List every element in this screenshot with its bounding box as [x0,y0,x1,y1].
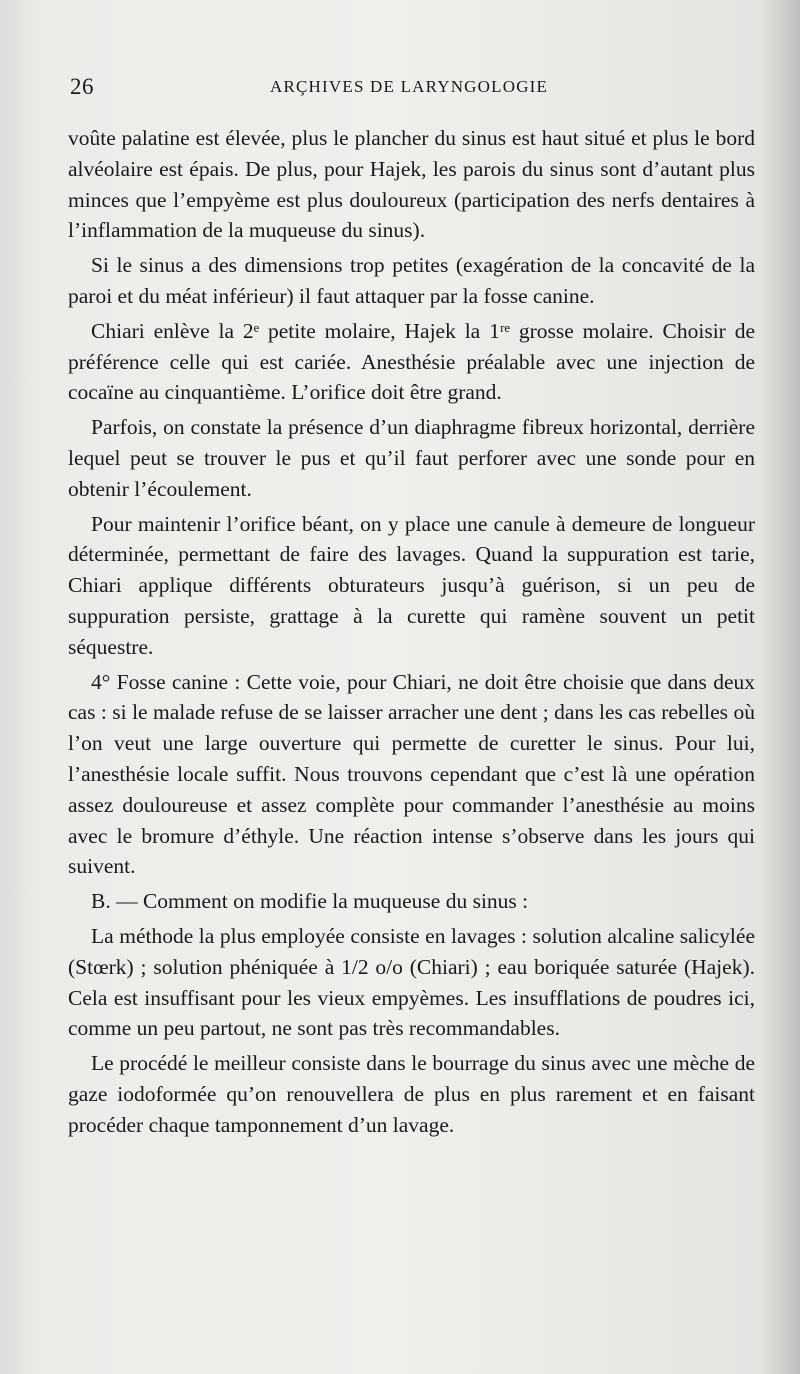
paragraph: Chiari enlève la 2ᵉ petite molaire, Hajek la 1ʳᵉ grosse molaire. Choisir de préférence celle qui est cariée. Anesthésie préalable avec une injection de cocaïne au cinquantième. L’orifice doit être grand. [68,318,755,405]
section-heading: B. — Comment on modifie la muqueuse du sinus : [91,889,529,914]
paragraph: voûte palatine est élevée, plus le plancher du sinus est haut situé et plus le bord alvéolaire est épais. De plus, pour Hajek, les parois du sinus sont d’autant plus minces que l’empyème est plus douloureux (participation des nerfs dentaires à l’inflammation de la muqueuse du sinus). [68,126,755,243]
body-text [68,123,755,1145]
paragraph: La méthode la plus employée consiste en lavages : solution alcaline salicylée (Stœrk) ; solution phéniquée à 1/2 o/o (Chiari) ; eau boriquée saturée (Hajek). Cela est insuffisant pour les vieux empyèmes. Les insufflations de poudres ici, comme un peu partout, ne sont pas très recommandables. [68,923,755,1041]
paragraph: Parfois, on constate la présence d’un diaphragme fibreux horizontal, derrière lequel peut se trouver le pus et qu’il faut perforer avec une sonde pour en obtenir l’écoulement. [68,415,755,501]
paragraph: 4° Fosse canine : Cette voie, pour Chiari, ne doit être choisie que dans deux cas : si le malade refuse de se laisser arracher une dent ; dans les cas rebelles où l’on veut une large ouverture qui permette de curetter le sinus. Pour lui, l’anesthésie locale suffit. Nous trouvons cependant que c’est là une opération assez douloureuse et assez complète pour commander l’anesthésie au moins avec le bromure d’éthyle. Une réaction intense s’observe dans les jours qui suivent. [68,669,755,879]
page-header [70,74,750,104]
running-title: ARÇHIVES DE LARYNGOLOGIE [270,77,549,96]
paragraph: Si le sinus a des dimensions trop petites (exagération de la concavité de la paroi et du méat inférieur) il faut attaquer par la fosse canine. [68,253,755,308]
paragraph: Pour maintenir l’orifice béant, on y place une canule à demeure de longueur déterminée, permettant de faire des lavages. Quand la suppuration est tarie, Chiari applique différents obturateurs jusqu’à guérison, si un peu de suppuration persiste, grattage à la curette qui ramène souvent un petit séquestre. [68,511,755,659]
page-number: 26 [70,74,94,99]
paragraph: Le procédé le meilleur consiste dans le bourrage du sinus avec une mèche de gaze iodoformée qu’on renouvellera de plus en plus rarement et en faisant procéder chaque tamponnement d’un lavage. [68,1051,755,1137]
